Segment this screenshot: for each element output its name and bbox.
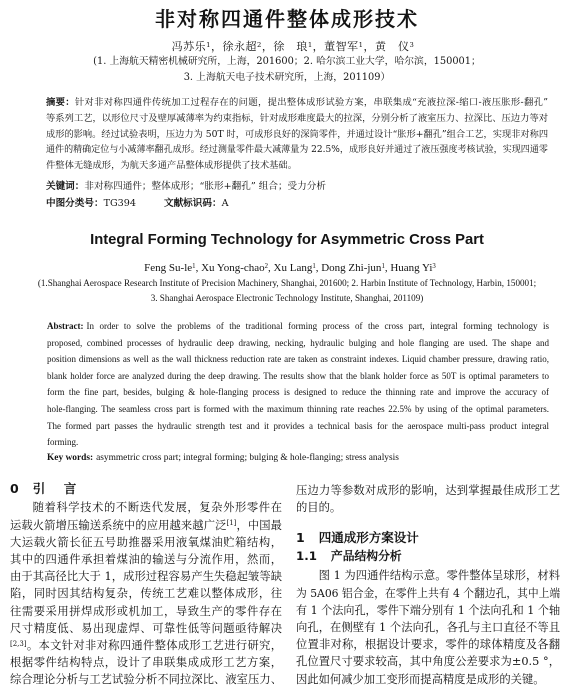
- section-heading-introduction: [10, 480, 79, 497]
- author-name: 黄 仪: [375, 40, 410, 53]
- citation-ref: [2,3]: [10, 639, 27, 648]
- abstract-line: 成形的影响。经过试验表明，压边力为 50T 时，可成形良好的深筒零件，并通过设计“胀形+翻孔”组合工艺，实现非对称四: [46, 128, 549, 140]
- body-text: ，中国最: [236, 518, 282, 532]
- body-text: 运载火箭增压输送系统中的应用越来越广泛: [10, 518, 227, 532]
- keywords-cn: [46, 180, 548, 194]
- author-list-en: [20, 261, 560, 275]
- author-name: 徐 琅: [273, 40, 308, 53]
- body-line: [10, 637, 282, 654]
- abstract-line: forming.: [47, 437, 79, 448]
- author-separator: ，: [312, 40, 325, 53]
- keywords-label: Key words:: [47, 453, 94, 463]
- subsection-heading-structure-analysis: [296, 548, 402, 565]
- body-line: 其中的四通件承担着煤油的输送与分流作用，然而，: [10, 553, 282, 566]
- abstract-line: The formed part passes the hydraulic strength test and it provides a technical basis for the aerospace multi-pass product integral: [47, 420, 549, 431]
- affiliation-marker: 1: [358, 40, 364, 49]
- author-name: 董智军: [324, 40, 359, 53]
- author-list-cn: [12, 40, 574, 54]
- keywords-text: 非对称四通件；整体成形；“胀形+翻孔” 组合；受力分析: [84, 181, 326, 192]
- affiliation-marker: 1: [307, 40, 313, 49]
- section-number: 1.1: [296, 549, 317, 563]
- body-line: 位置非对称，根据设计要求，零件的球体精度及各翻: [296, 638, 560, 652]
- author-name: Xu Yong-chao: [201, 262, 265, 274]
- author-name: 冯苏乐: [171, 40, 207, 53]
- document-code-label: 文献标识码：: [164, 198, 222, 209]
- abstract-line: position dimensions as well as the wall thickness reduction rate are taken as constraint indexes. Liquid chamber pressure, drawing ratio,: [47, 354, 549, 365]
- body-line: 尺寸精度低、易出现虚焊、可靠性低等问题亟待解决: [10, 621, 282, 635]
- affiliation-marker: 1: [192, 262, 196, 270]
- abstract-text: In order to solve the problems of the traditional forming process of the cross part, integral forming technology is: [86, 321, 549, 331]
- section-title: 四通成形方案设计: [318, 530, 419, 545]
- abstract-label: Abstract:: [47, 321, 84, 331]
- affiliation-marker: 2: [264, 262, 269, 270]
- keywords-en: [47, 451, 549, 465]
- affiliation-line-en: 3. Shanghai Aerospace Electronic Technology Institute, Shanghai, 201109): [150, 293, 424, 303]
- author-separator: ，: [210, 40, 223, 53]
- body-line: 往需要采用拼焊成形或机加工，导致生产的零件存在: [10, 604, 282, 618]
- body-line: 大运载火箭长征五号助推器采用液氧煤油贮箱结构，: [10, 535, 282, 549]
- abstract-line: [46, 95, 548, 111]
- author-separator: ，: [261, 40, 274, 53]
- body-line: 有 1 个法向孔，零件下端分别有 1 个法向孔和 1 个轴: [296, 603, 561, 617]
- body-line: 为 5A06 铝合金，在零件上共有 4 个翻边孔，其中上端: [296, 586, 561, 600]
- author-separator: ,: [195, 262, 202, 274]
- body-column-right-intro: [296, 482, 560, 516]
- clc-number: [46, 197, 136, 211]
- abstract-line: hole-flanging. The seamless cross part is formed with the maximum thinning rate reaches 22.5% by using of the optimal parameters.: [47, 403, 549, 414]
- abstract-text: 针对非对称四通件传统加工过程存在的问题，提出整体成形试验方案，串联集成“充液拉深-缩口-液压胀形-翻孔”: [74, 97, 548, 108]
- affiliation-line-cn: (1. 上海航天精密机械研究所，上海，201600；2. 哈尔滨工业大学，哈尔滨，150001；: [93, 56, 481, 67]
- abstract-line: proposed, combined processes of hydraulic deep drawing, necking, hydraulic bulging and hole flanging are used. The shape and: [47, 337, 549, 348]
- section-number: 0: [10, 481, 19, 496]
- keywords-label: 关键词：: [46, 181, 85, 192]
- abstract-line: form the fine part, besides, bulging & hole-flanging process is designed to reduce the thinning rate and improve the accuracy of: [47, 387, 549, 398]
- affiliation-marker: 2: [256, 40, 262, 49]
- clc-value: TG394: [103, 198, 136, 209]
- affiliation-marker: 1: [312, 262, 316, 270]
- keywords-text: asymmetric cross part; integral forming; bulging & hole-flanging; stress analysis: [96, 453, 399, 463]
- author-name: Xu Lang: [273, 262, 313, 274]
- affiliation-marker: 1: [381, 262, 385, 270]
- paper-title-en: Integral Forming Technology for Asymmetric Cross Part: [90, 232, 484, 248]
- body-text: 。本文针对非对称四通件整体成形工艺进行研究，: [26, 639, 282, 653]
- abstract-cn: [46, 95, 548, 174]
- citation-ref: [1]: [226, 519, 237, 528]
- body-line: 陷，同时因其结构复杂，传统工艺难以整体成形，往: [10, 587, 282, 601]
- body-line: 因此如何减少加工变形而提高精度是成形的关键。: [296, 672, 545, 686]
- body-line: 图 1 为四通件结构示意。零件整体呈球形，材料: [318, 569, 560, 583]
- abstract-line: 件整体无缝成形，为航天多通产品整体成形提供了技术基础。: [46, 160, 298, 172]
- body-line: 根据零件结构特点，设计了串联集成成形工艺方案，: [10, 656, 282, 670]
- affiliation-line-cn: 3. 上海航天电子技术研究所，上海，201109）: [183, 72, 391, 83]
- abstract-line: 等系列工艺，以形位尺寸及壁厚减薄率为约束指标，针对成形难度最大的拉深，分别分析了液室压力、拉深比、压边力等对: [46, 112, 549, 124]
- body-line: 孔位置尺寸要求较高，其中角度公差要求为±0.5 °，: [296, 655, 560, 669]
- body-line: 压边力等参数对成形的影响，达到掌握最佳成形工艺: [296, 484, 560, 497]
- body-line: 向孔，在侧壁有 1 个法向孔，各孔与主口直径不等且: [296, 621, 560, 634]
- clc-label: 中图分类号：: [46, 198, 104, 209]
- document-code-value: A: [221, 198, 229, 209]
- body-line: 由于其高径比大于 1，成形过程容易产生失稳起皱等缺: [10, 570, 282, 584]
- affiliation-line-en: (1.Shanghai Aerospace Research Institute of Precision Machinery, Shanghai, 201600; 2. Harbin Institute of Technology, Harbin, 150001;: [37, 278, 537, 288]
- body-column-right: [296, 567, 560, 687]
- body-line: 综合理论分析与工艺试验分析不同拉深比、液室压力、: [10, 673, 282, 687]
- document-code: [164, 197, 229, 211]
- author-name: 徐永超: [222, 40, 257, 53]
- author-name: Feng Su-le: [144, 262, 193, 274]
- author-separator: ,: [268, 262, 274, 274]
- body-line: [10, 517, 282, 534]
- abstract-line: [47, 318, 549, 335]
- author-separator: ,: [384, 262, 391, 274]
- section-title: 产品结构分析: [330, 549, 402, 563]
- abstract-line: 通件的精确定位与小减薄率翻孔成形。经过测量零件最大减薄量为 22.5%，成形良好并通过了液压强度考核试验，实现四通零: [46, 144, 548, 156]
- author-name: Dong Zhi-jun: [321, 262, 382, 274]
- section-title: 引 言: [32, 481, 80, 496]
- author-name: Huang Yi: [390, 262, 433, 274]
- affiliation-marker: 3: [409, 40, 415, 49]
- affiliation-marker: 3: [432, 262, 436, 270]
- author-separator: ，: [363, 40, 376, 53]
- abstract-label: 摘要：: [46, 97, 75, 108]
- section-heading-scheme-design: [296, 529, 419, 546]
- abstract-line: blank holder force are analyzed during the deep drawing. The results show that the blank holder force as 50T is optimal parameters to: [47, 370, 549, 381]
- author-separator: ,: [315, 262, 322, 274]
- body-column-left: [10, 499, 282, 688]
- body-line: 随着科学技术的不断迭代发展，复杂外形零件在: [32, 501, 282, 515]
- paper-title-cn: 非对称四通件整体成形技术: [155, 7, 419, 31]
- abstract-en: [47, 318, 549, 451]
- body-line: 的目的。: [296, 501, 342, 515]
- affiliation-marker: 1: [206, 40, 211, 49]
- section-number: 1: [296, 530, 305, 545]
